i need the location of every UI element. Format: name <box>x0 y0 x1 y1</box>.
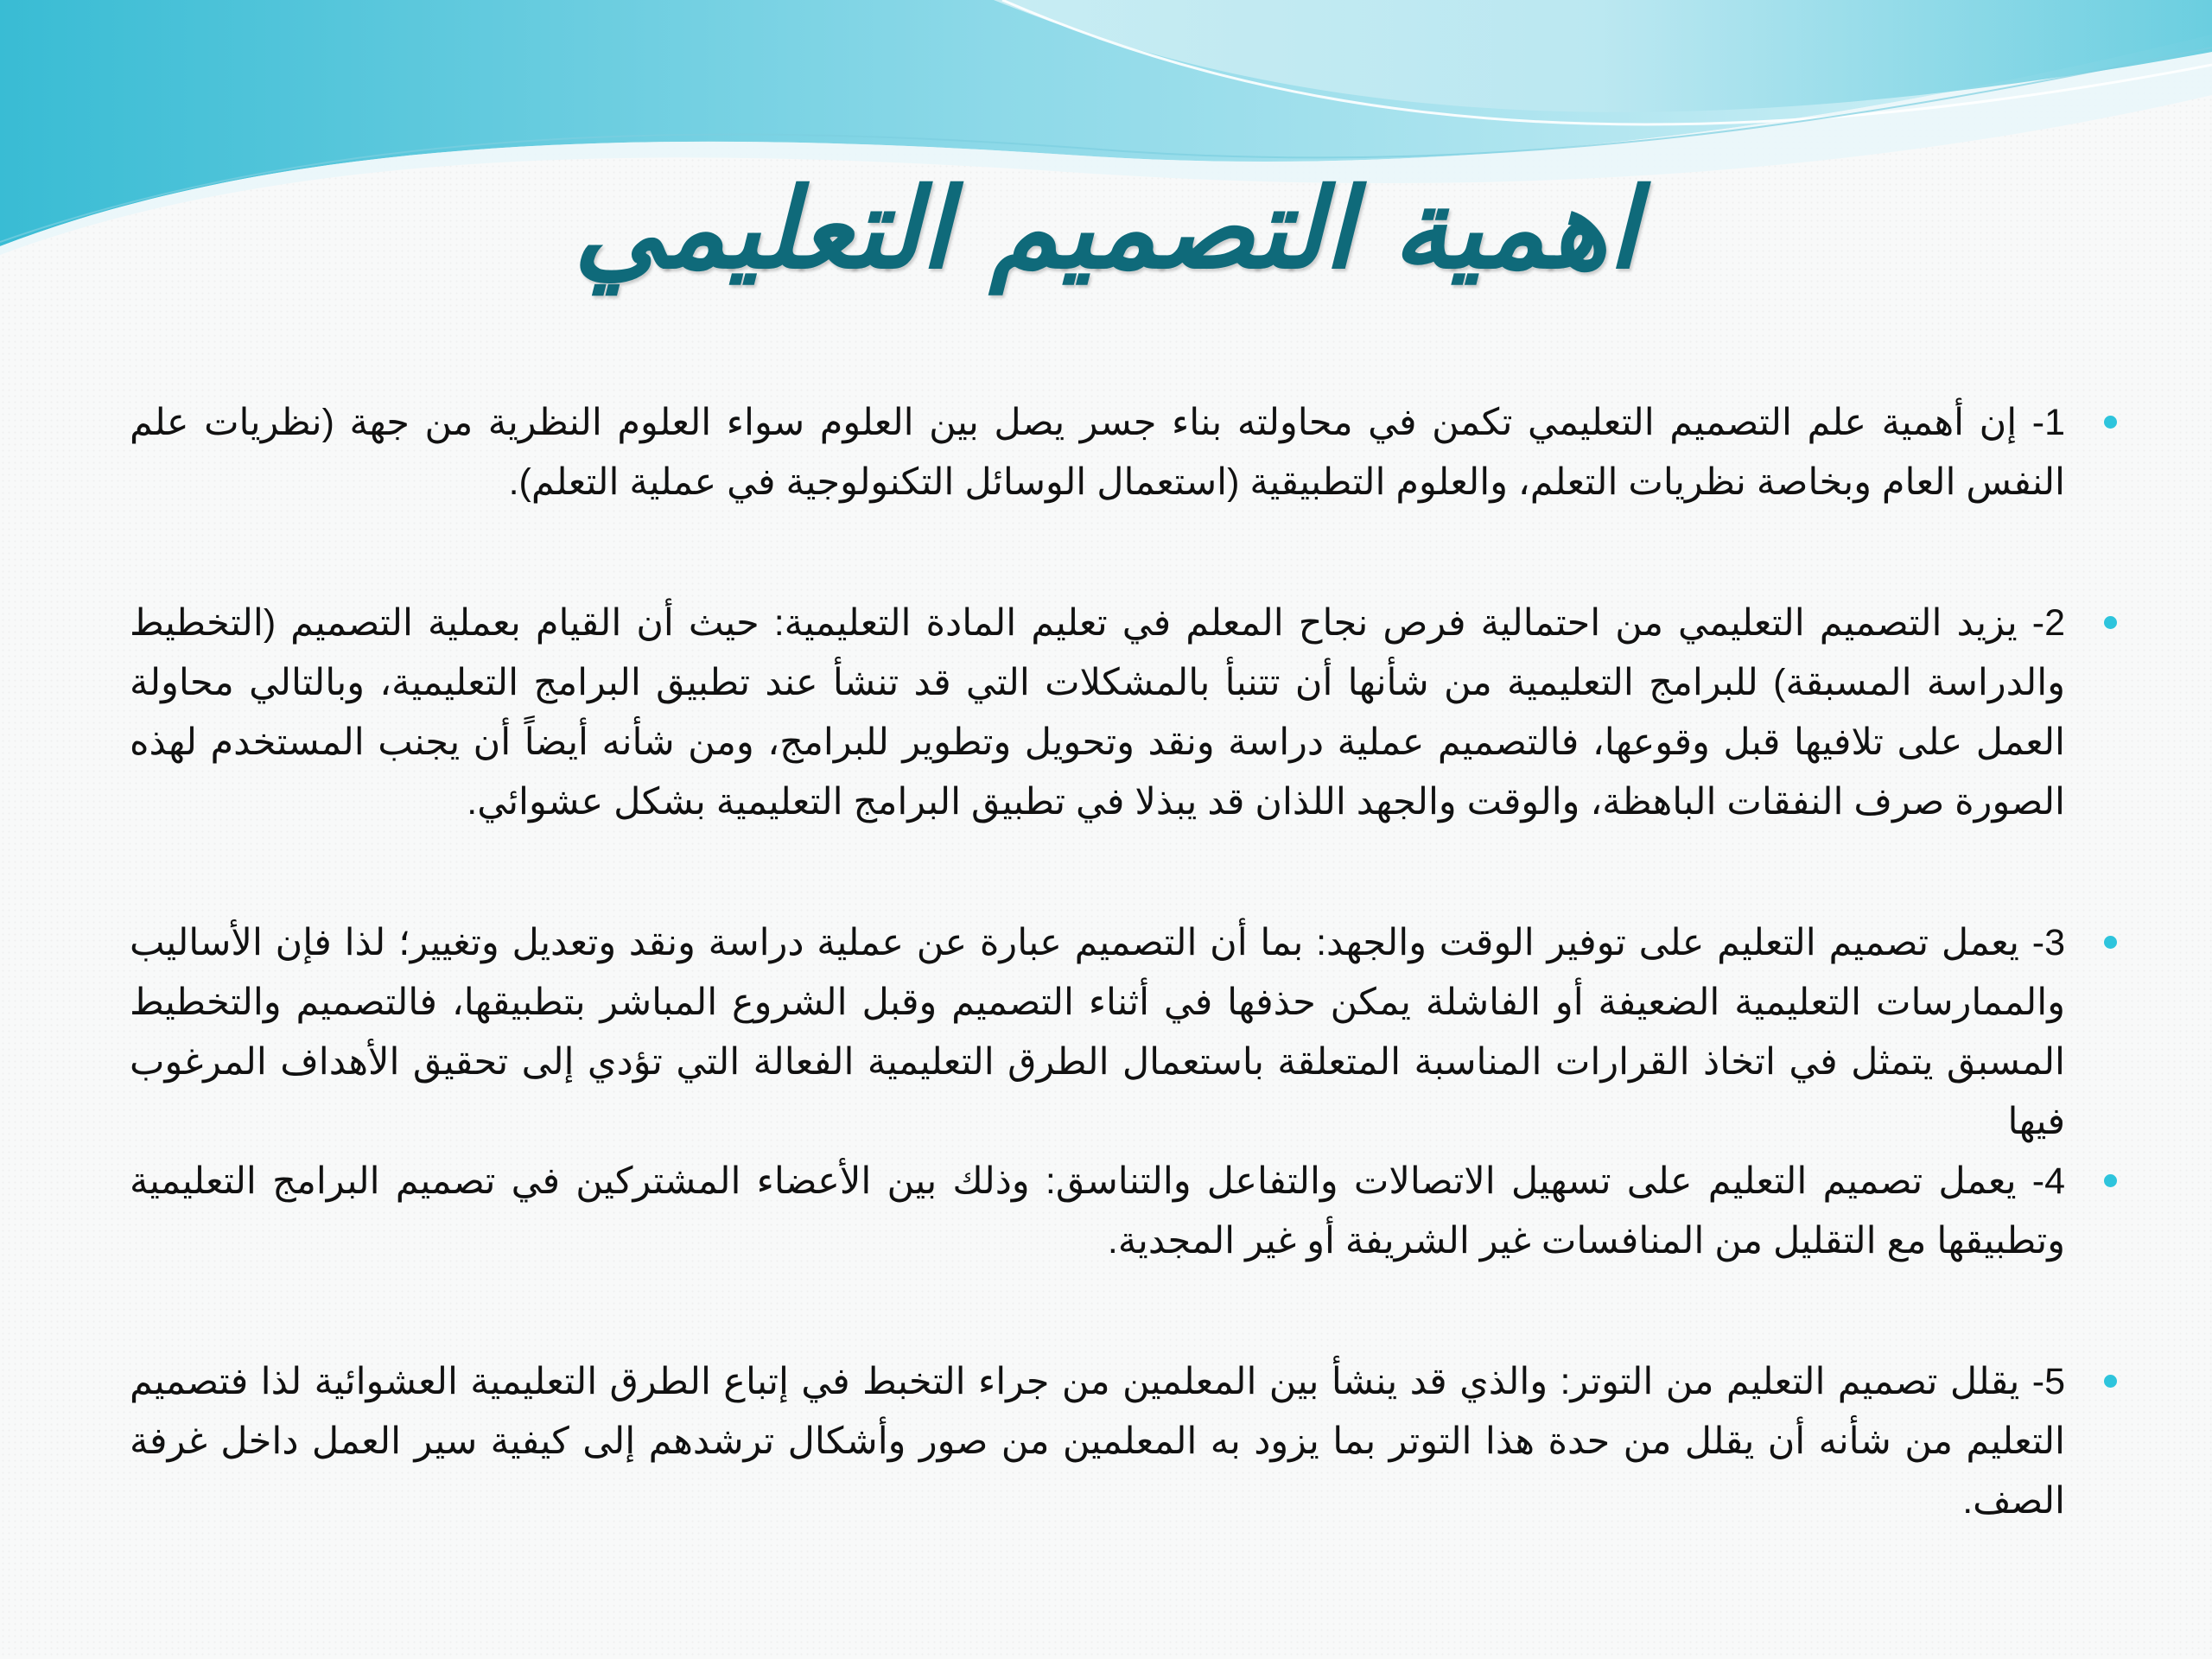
bullet-dot-icon <box>2104 1375 2117 1388</box>
list-item <box>130 1352 2117 1531</box>
list-item <box>130 1152 2117 1271</box>
list-item-text: 4- يعمل تصميم التعليم على تسهيل الاتصالات والتفاعل والتناسق: وذلك بين الأعضاء المشتركين في تصميم البرامج التعليمية وتطبيقها مع التقليل من المنافسات غير الشريفة أو غير المجدية. <box>130 1160 2065 1262</box>
bullet-dot-icon <box>2104 416 2117 429</box>
list-item <box>130 913 2117 1152</box>
list-item-text: 2- يزيد التصميم التعليمي من احتمالية فرص نجاح المعلم في تعليم المادة التعليمية: حيث أن القيام بعملية التصميم (التخطيط والدراسة المسبقة) للبرامج التعليمية من شأنها أن تتنبأ بالمشكلات التي قد تنشأ عند تطبيق البرامج التعليمية، وبالتالي محاولة العمل على تلافيها قبل وقوعها، فالتصميم عملية دراسة ونقد وتحويل وتطوير للبرامج، ومن شأنه أيضاً أن يجنب المستخدم لهذه الصورة صرف النفقات الباهظة، والوقت والجهد اللذان قد يبذلا في تطبيق البرامج التعليمية بشكل عشوائي. <box>130 602 2065 823</box>
list-item-text: 1- إن أهمية علم التصميم التعليمي تكمن في محاولته بناء جسر يصل بين العلوم سواء العلوم النظرية من جهة (نظريات علم النفس العام وبخاصة نظريات التعلم، والعلوم التطبيقية (استعمال الوسائل التكنولوجية في عملية التعلم). <box>130 402 2065 503</box>
bullet-dot-icon <box>2104 616 2117 629</box>
list-item-text: 3- يعمل تصميم التعليم على توفير الوقت والجهد: بما أن التصميم عبارة عن عملية دراسة ونقد وتعديل وتغيير؛ لذا فإن الأساليب والممارسات التعليمية الضعيفة أو الفاشلة يمكن حذفها في أثناء التصميم وقبل الشروع المباشر بتطبيقها، فالتصميم والتخطيط المسبق يتمثل في اتخاذ القرارات المناسبة المتعلقة باستعمال الطرق التعليمية الفعالة التي تؤدي إلى تحقيق الأهداف المرغوب فيها <box>130 922 2065 1142</box>
bullet-list <box>130 393 2117 1531</box>
list-item <box>130 594 2117 832</box>
list-item <box>130 393 2117 512</box>
list-item-text: 5- يقلل تصميم التعليم من التوتر: والذي قد ينشأ بين المعلمين من جراء التخبط في إتباع الطرق التعليمية العشوائية لذا فتصميم التعليم من شأنه أن يقلل من حدة هذا التوتر بما يزود به المعلمين من صور وأشكال ترشدهم إلى كيفية سير العمل داخل غرفة الصف. <box>130 1361 2065 1522</box>
slide-title: اهمية التصميم التعليمي <box>573 164 1639 294</box>
bullet-dot-icon <box>2104 936 2117 949</box>
bullet-dot-icon <box>2104 1174 2117 1187</box>
